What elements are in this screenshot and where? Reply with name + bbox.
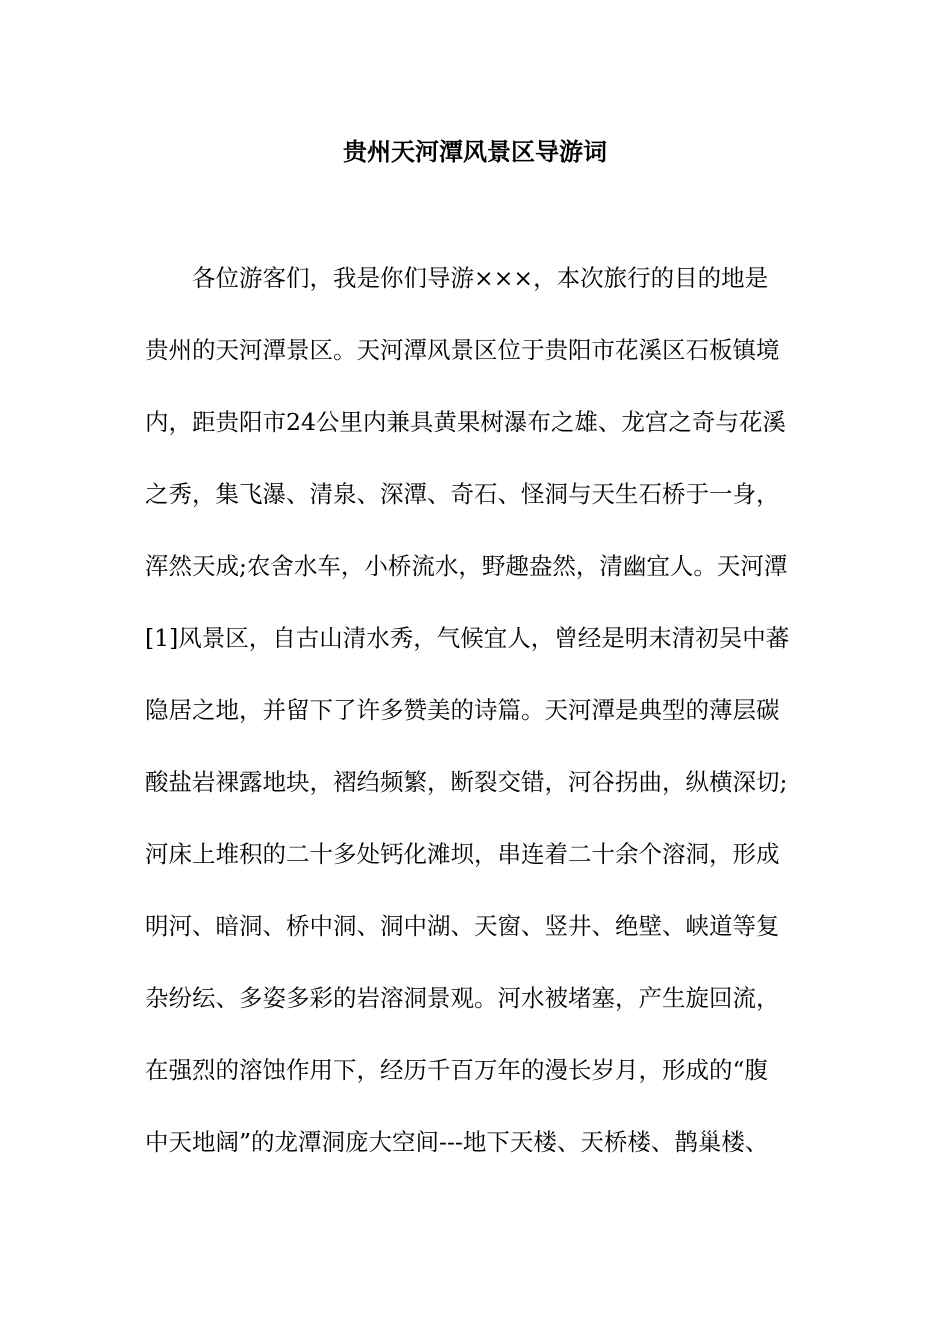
body-line: 河床上堆积的二十多处钙化滩坝，串连着二十余个溶洞，形成: [145, 840, 780, 868]
body-line: 明河、暗洞、桥中洞、洞中湖、天窗、竖井、绝壁、峡道等复: [145, 912, 780, 940]
body-line: 杂纷纭、多姿多彩的岩溶洞景观。河水被堵塞，产生旋回流，: [145, 984, 780, 1012]
body-line: 酸盐岩裸露地块，褶绉频繁，断裂交错，河谷拐曲，纵横深切;: [145, 768, 788, 796]
body-line: 之秀，集飞瀑、清泉、深潭、奇石、怪洞与天生石桥于一身，: [145, 480, 780, 508]
document-body: [145, 258, 810, 1194]
body-line: 在强烈的溶蚀作用下，经历千百万年的漫长岁月，形成的“腹: [145, 1056, 769, 1084]
body-line: [1]风景区，自古山清水秀，气候宜人，曾经是明末清初吴中蕃: [145, 624, 790, 652]
body-line: 各位游客们，我是你们导游×××，本次旅行的目的地是: [192, 264, 769, 292]
body-line: 内，距贵阳市24公里内兼具黄果树瀑布之雄、龙宫之奇与花溪: [145, 408, 786, 436]
body-line: 中天地阔”的龙潭洞庞大空间---地下天楼、天桥楼、鹊巢楼、: [145, 1128, 769, 1156]
body-line: 贵州的天河潭景区。天河潭风景区位于贵阳市花溪区石板镇境: [145, 336, 780, 364]
body-line: 浑然天成;农舍水车，小桥流水，野趣盎然，清幽宜人。天河潭: [145, 552, 788, 580]
document-title: 贵州天河潭风景区导游词: [343, 137, 607, 166]
body-line: 隐居之地，并留下了许多赞美的诗篇。天河潭是典型的薄层碳: [145, 696, 780, 724]
